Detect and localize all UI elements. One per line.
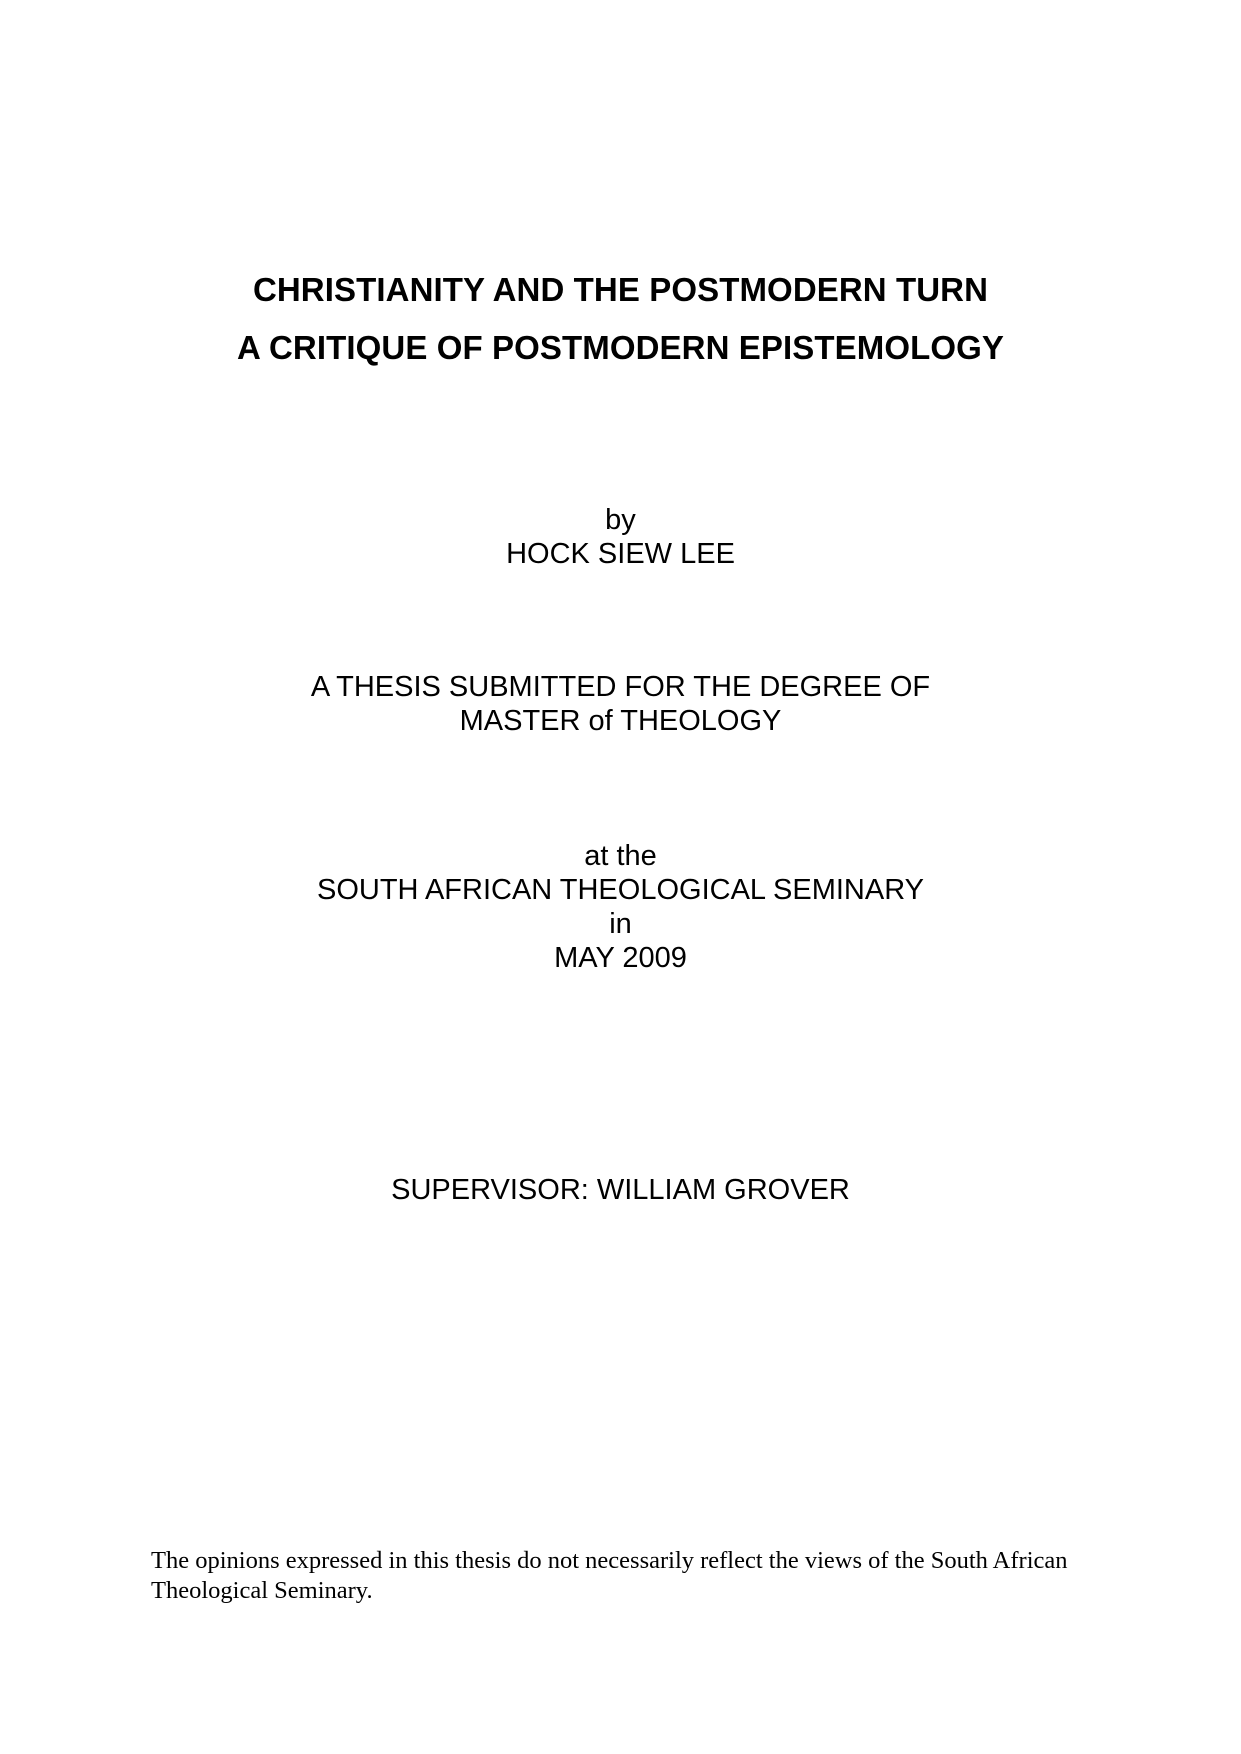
degree-statement-line-1: A THESIS SUBMITTED FOR THE DEGREE OF [310, 671, 931, 703]
in-label: in [609, 908, 632, 940]
institution-name: SOUTH AFRICAN THEOLOGICAL SEMINARY [317, 874, 924, 906]
at-the-label: at the [584, 840, 657, 872]
by-label: by [605, 504, 636, 536]
thesis-title-line-2: A CRITIQUE OF POSTMODERN EPISTEMOLOGY [236, 329, 1005, 366]
disclaimer-note: The opinions expressed in this thesis do not necessarily reflect the views of the South African Theological Seminary. [151, 1547, 1068, 1604]
degree-statement-line-2: MASTER of THEOLOGY [459, 705, 782, 737]
author-name: HOCK SIEW LEE [506, 538, 735, 570]
thesis-title-line-1: CHRISTIANITY AND THE POSTMODERN TURN [252, 271, 989, 308]
submission-date: MAY 2009 [554, 942, 687, 974]
supervisor-line: SUPERVISOR: WILLIAM GROVER [391, 1174, 850, 1206]
